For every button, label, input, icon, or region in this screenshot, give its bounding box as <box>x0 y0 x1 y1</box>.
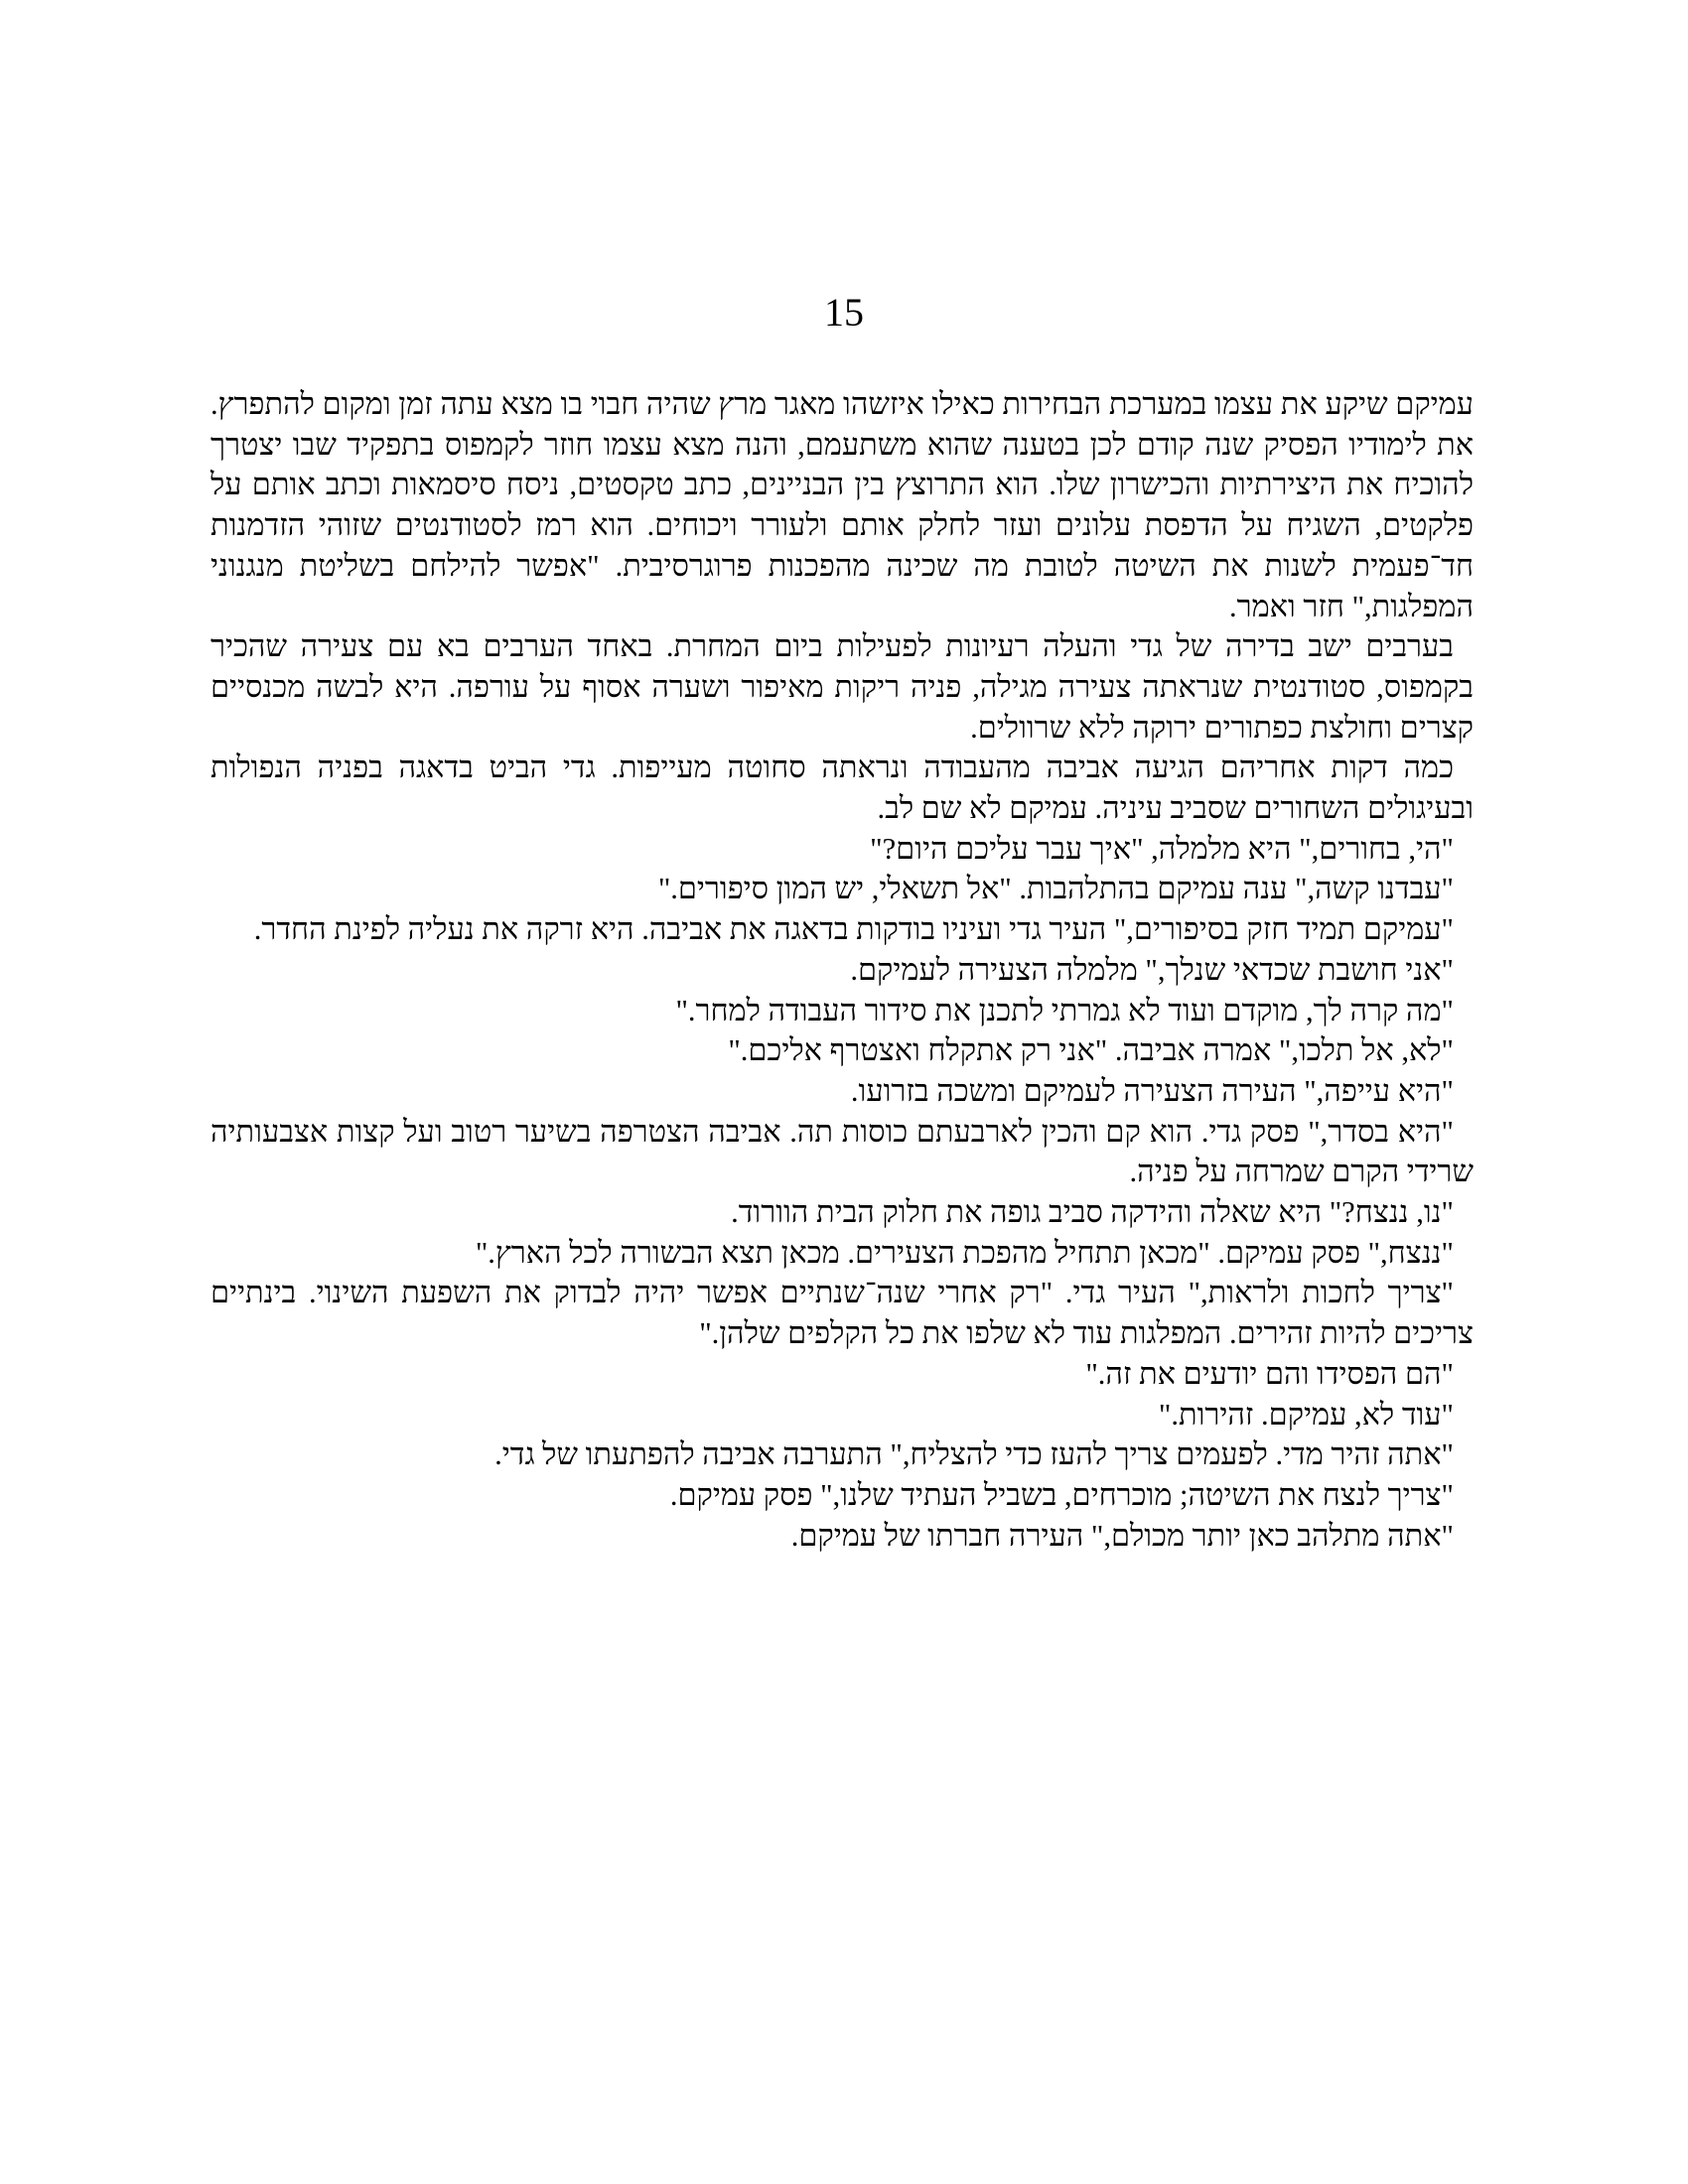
dialogue-line: "היא בסדר," פסק גדי. הוא קם והכין לארבעתם כוסות תה. אביבה הצטרפה בשיער רטוב ועל קצות אצבעותיה שרידי הקרם שמרחה על פניה. <box>211 1114 1474 1189</box>
dialogue-line: "הי, בחורים," היא מלמלה, "איך עבר עליכם היום?" <box>870 831 1454 866</box>
body-text <box>211 384 1474 1556</box>
dialogue-line: "אני חושבת שכדאי שנלך," מלמלה הצעירה לעמיקם. <box>850 952 1454 987</box>
dialogue-line: "נו, ננצח?" היא שאלה והידקה סביב גופה את חלוק הבית הוורוד. <box>731 1195 1454 1230</box>
dialogue-line: "עוד לא, עמיקם. זהירות." <box>1158 1397 1454 1432</box>
dialogue-line: "אתה זהיר מדי. לפעמים צריך להעז כדי להצליח," התערבה אביבה להפתעתו של גדי. <box>494 1437 1454 1472</box>
dialogue-line: "צריך לנצח את השיטה; מוכרחים, בשביל העתיד שלנו," פסק עמיקם. <box>669 1477 1454 1512</box>
dialogue-line: "ננצח," פסק עמיקם. "מכאן תתחיל מהפכת הצעירים. מכאן תצא הבשורה לכל הארץ." <box>475 1235 1454 1270</box>
paragraph: עמיקם שיקע את עצמו במערכת הבחירות כאילו איזשהו מאגר מרץ שהיה חבוי בו מצא עתה זמן ומקום להתפרץ. את לימודיו הפסיק שנה קודם לכן בטענה שהוא משתעמם, והנה מצא עצמו חוזר לקמפוס בתפקיד שבו יצטרך להוכיח את היצירתיות והכישרון שלו. הוא התרוצץ בין הבניינים, כתב טקסטים, ניסח סיסמאות וכתב אותם על פלקטים, השגיח על הדפסת עלונים ועזר לחלק אותם ולעורר ויכוחים. הוא רמז לסטודנטים שזוהי הזדמנות חד־פעמית לשנות את השיטה לטובת מה שכינה מהפכנות פרוגרסיבית. "אפשר להילחם בשליטת מנגנוני המפלגות," חזר ואמר. <box>211 387 1474 623</box>
paragraph: כמה דקות אחריהם הגיעה אביבה מהעבודה ונראתה סחוטה מעייפות. גדי הביט בדאגה בפניה הנפולות ובעיגולים השחורים שסביב עיניה. עמיקם לא שם לב. <box>211 751 1474 826</box>
dialogue-line: "עמיקם תמיד חזק בסיפורים," העיר גדי ועיניו בודקות בדאגה את אביבה. היא זרקה את נעליה לפינת החדר. <box>253 912 1454 947</box>
paragraph: בערבים ישב בדירה של גדי והעלה רעיונות לפעילות ביום המחרת. באחד הערבים בא עם צעירה שהכיר בקמפוס, סטודנטית שנראתה צעירה מגילה, פניה ריקות מאיפור ושערה אסוף על עורפה. היא לבשה מכנסיים קצרים וחולצת כפתורים ירוקה ללא שרוולים. <box>211 629 1474 745</box>
dialogue-line: "היא עייפה," העירה הצעירה לעמיקם ומשכה בזרועו. <box>850 1073 1454 1108</box>
dialogue-line: "אתה מתלהב כאן יותר מכולם," העירה חברתו של עמיקם. <box>790 1518 1454 1553</box>
dialogue-line: "צריך לחכות ולראות," העיר גדי. "רק אחרי שנה־שנתיים אפשר יהיה לבדוק את השפעת השינוי. בינתיים צריכים להיות זהירים. המפלגות עוד לא שלפו את כל הקלפים שלהן." <box>211 1276 1474 1351</box>
page-number: 15 <box>824 290 864 335</box>
dialogue-line: "עבדנו קשה," ענה עמיקם בהתלהבות. "אל תשאלי, יש המון סיפורים." <box>657 872 1454 906</box>
dialogue-line: "לא, אל תלכו," אמרה אביבה. "אני רק אתקלח ואצטרף אליכם." <box>728 1033 1454 1068</box>
dialogue-line: "מה קרה לך, מוקדם ועוד לא גמרתי לתכנן את סידור העבודה למחר." <box>675 993 1454 1027</box>
dialogue-line: "הם הפסידו והם יודעים את זה." <box>1085 1356 1454 1391</box>
